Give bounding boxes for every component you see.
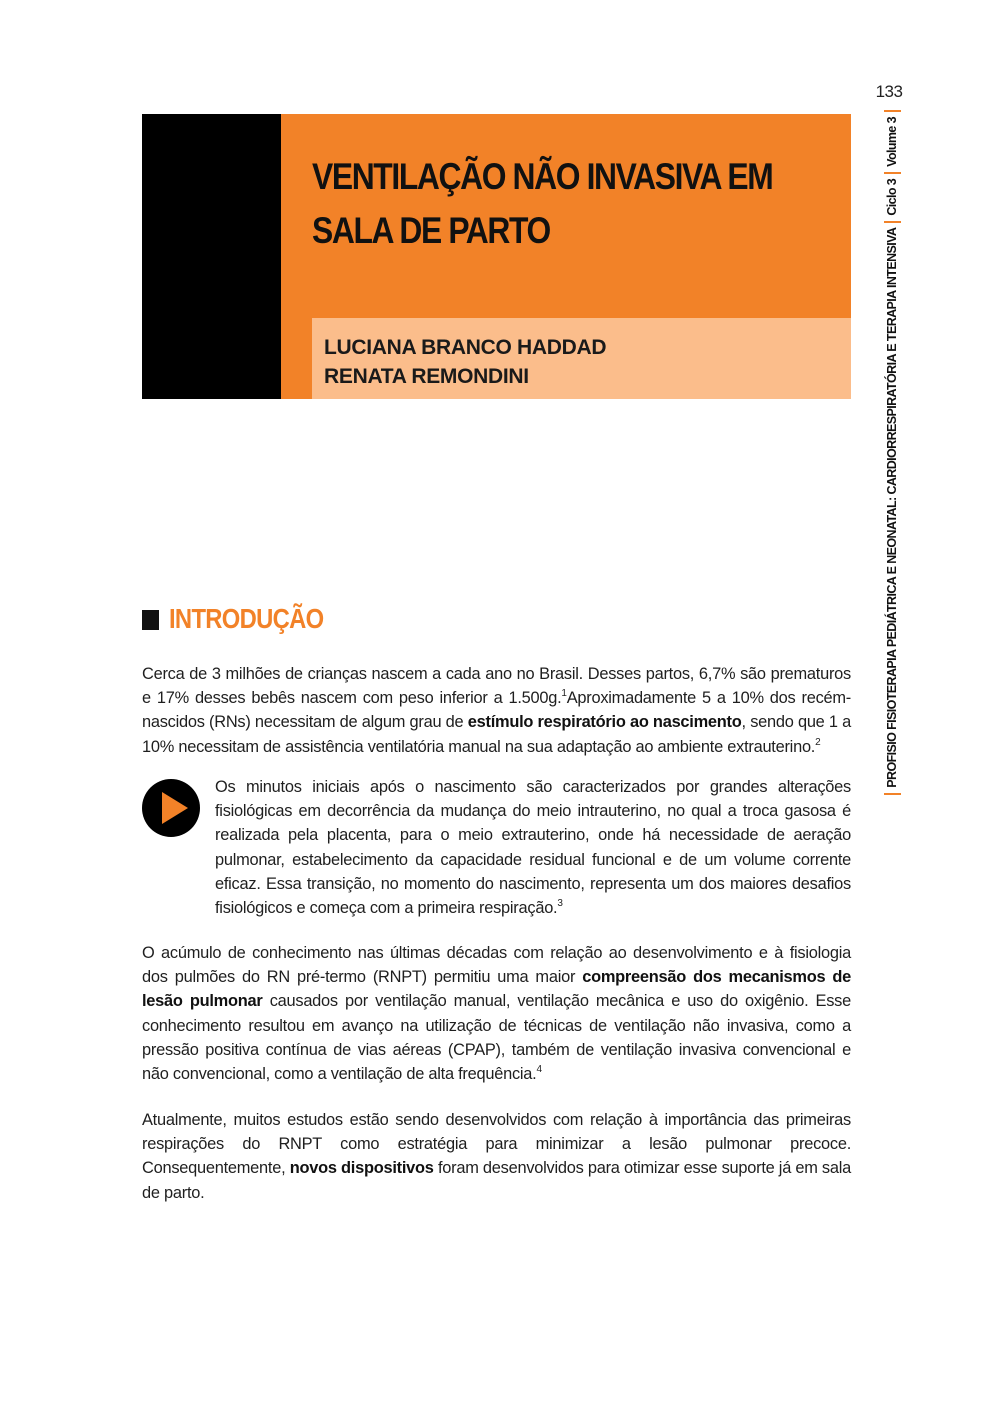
running-header-separator [884,793,901,795]
chapter-title [312,150,773,258]
running-header-vertical [879,105,905,817]
footnote-ref: 3 [557,898,563,910]
running-header-series: PROFISIO FISIOTERAPIA PEDIÁTRICA E NEONATAL: CARDIORRESPIRATÓRIA E TERAPIA INTENSIVA [885,227,899,788]
emphasis-text: novos dispositivos [289,1159,434,1178]
footnote-ref: 2 [815,736,821,748]
chapter-authors [324,333,606,391]
running-header-separator [884,172,901,174]
chapter-header-black-block [142,114,281,399]
paragraph-intro-4: Atualmente, muitos estudos estão sendo desenvolvidos com relação à importância das primeiras respirações do RNPT como estratégia para minimizar a lesão pulmonar precoce. Consequentemente, novos dispositivos foram desenvolvidos para otimizar esse suporte já em sala de parto. [142,1111,852,1202]
author-name: RENATA REMONDINI [324,365,529,388]
footnote-ref: 1 [561,688,567,700]
running-header-cycle: Ciclo 3 [885,178,899,216]
paragraph-highlight: Os minutos iniciais após o nascimento são caracterizados por grandes alterações fisiológicas em decorrência da mudança do meio intrauterino, no qual a troca gasosa é realizada pela placenta, para o meio extrauterino, onde há necessidade de aeração pulmonar, estabelecimento da capacidade residual funcional e de um volume corrente eficaz. Essa transição, no momento do nascimento, representa um dos maiores desafios fisiológicos e começa com a primeira respiração.$^3$ [215,778,851,918]
footnote-ref: 4 [536,1064,542,1076]
square-bullet-icon [142,610,159,630]
chapter-title-line-2: SALA DE PARTO [312,210,550,251]
play-circle-icon [142,779,200,837]
running-header-separator [884,221,901,223]
author-name: LUCIANA BRANCO HADDAD [324,336,607,359]
page-number: 133 [875,82,903,101]
emphasis-text: estímulo respiratório ao nascimento [467,713,742,732]
section-title: INTRODUÇÃO [169,603,324,634]
emphasis-text: compreensão dos mecanismos de lesão pulmonar [142,968,852,1011]
running-header-volume: Volume 3 [885,117,899,167]
running-header-separator [884,110,901,112]
paragraph-intro-3: O acúmulo de conhecimento nas últimas décadas com relação ao desenvolvimento e à fisiologia dos pulmões do RN pré-termo (RNPT) permitiu uma maior compreensão dos mecanismos de lesão pulmonar causados por ventilação manual, ventilação mecânica e uso do oxigênio. Esse conhecimento resultou em avanço na utilização de técnicas de ventilação não invasiva, como a pressão positiva contínua de vias aéreas (CPAP), também de ventilação invasiva convencional e não convencional, como a ventilação de alta frequência.$^4$ [142,944,852,1084]
chapter-title-line-1: VENTILAÇÃO NÃO INVASIVA EM [312,156,773,197]
paragraph-intro-1: Cerca de 3 milhões de crianças nascem a cada ano no Brasil. Desses partos, 6,7% são prematuros e 17% desses bebês nascem com peso inferior a 1.500g.$^1$Aproximadamente 5 a 10% dos recém-nascidos (RNs) necessitam de algum grau de estímulo respiratório ao nascimento, sendo que 1 a 10% necessitam de assistência ventilatória manual na sua adaptação ao ambiente extrauterino.$^2$ [142,665,851,756]
section-heading [142,603,351,635]
